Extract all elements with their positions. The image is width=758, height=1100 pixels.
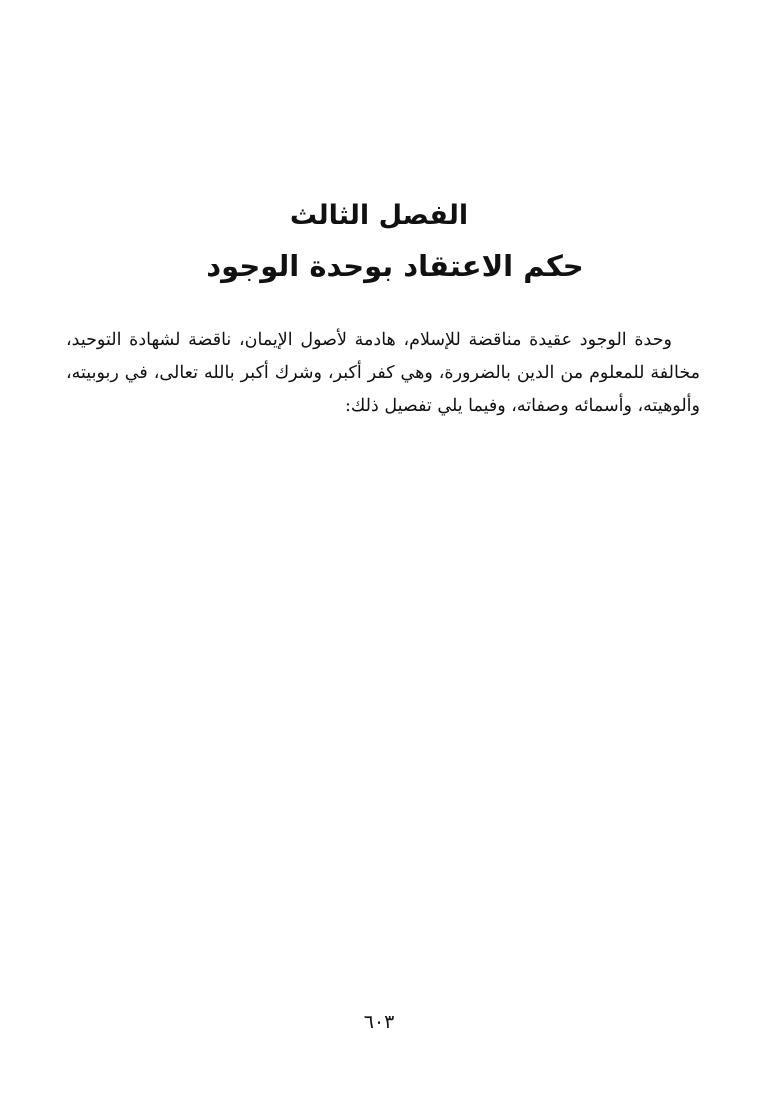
body-paragraph: وحدة الوجود عقيدة مناقضة للإسلام، هادمة لأصول الإيمان، ناقضة لشهادة التوحيد، مخالفة للمعلوم من الدين بالضرورة، وهي كفر أكبر، وشرك أكبر بالله تعالى، في ربوبيته، وألوهيته، وأسمائه وصفاته، وفيما يلي تفصيل ذلك:	[66, 330, 700, 416]
chapter-title: حكم الاعتقاد بوحدة الوجود	[206, 249, 584, 283]
chapter-label: الفصل الثالث	[289, 200, 469, 231]
page-number: ٦٠٣	[363, 1011, 395, 1033]
